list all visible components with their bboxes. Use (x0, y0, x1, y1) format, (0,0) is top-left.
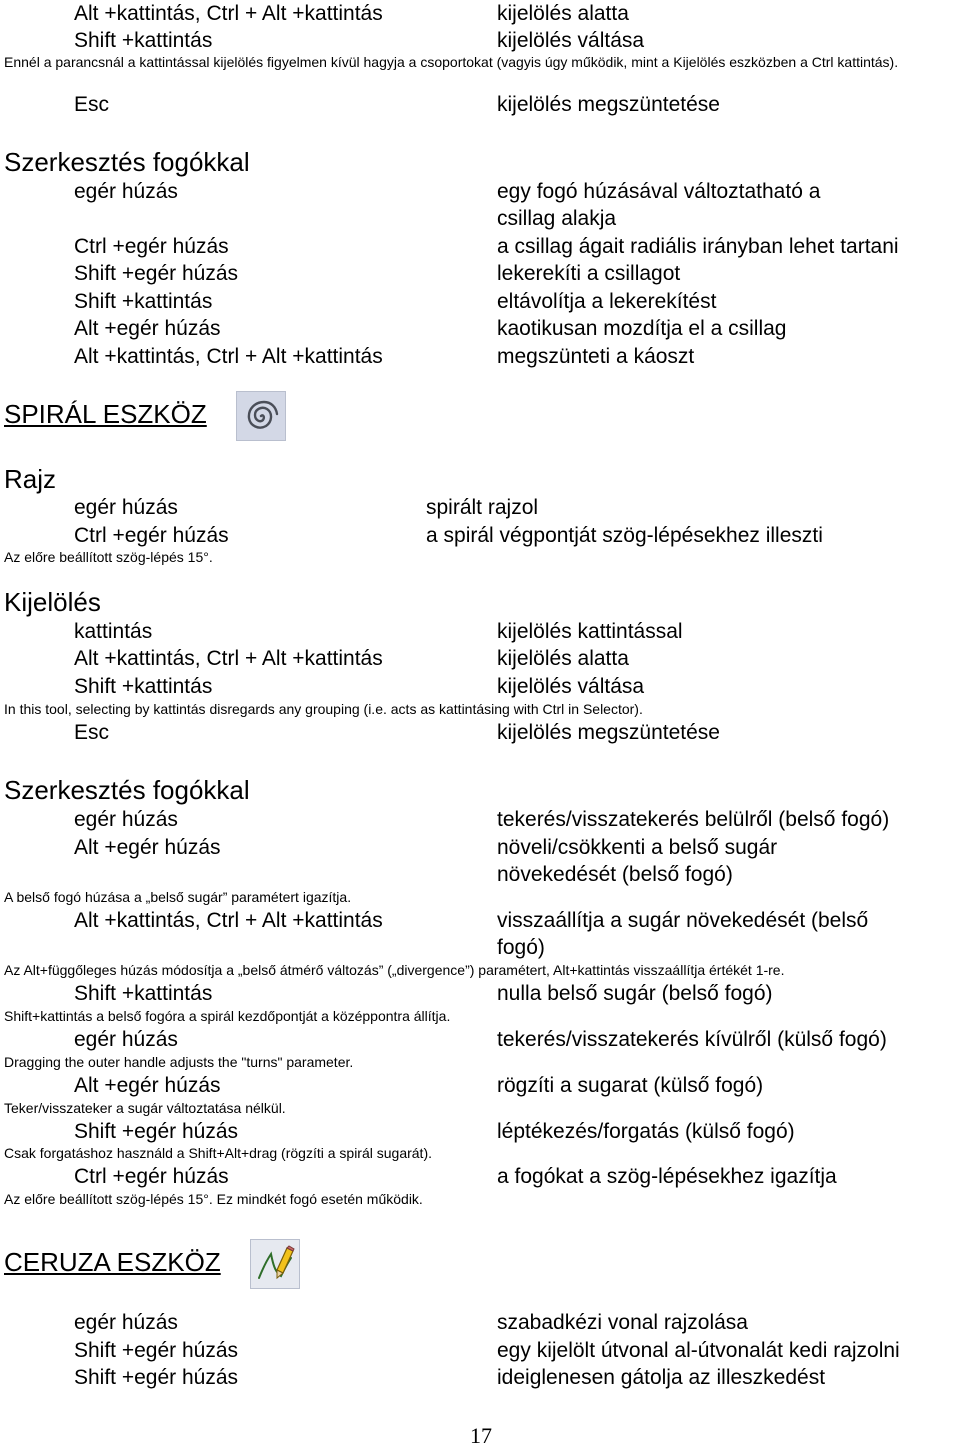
shortcut-key: Esc (74, 93, 110, 116)
shortcut-action: növeli/csökkenti a belső sugár (497, 836, 778, 859)
shortcut-row (0, 260, 960, 288)
shortcut-row (0, 343, 960, 371)
tool-title: CERUZA ESZKÖZ (4, 1247, 221, 1277)
shortcut-row (0, 618, 960, 646)
shortcut-key: Shift +egér húzás (74, 1339, 239, 1362)
shortcut-action: kijelölés megszüntetése (497, 721, 720, 744)
shortcut-row (0, 1364, 960, 1392)
shortcut-action: nulla belső sugár (belső fogó) (497, 982, 773, 1005)
section-heading: Szerkesztés fogókkal (4, 147, 250, 177)
shortcut-row (0, 980, 960, 1008)
note-text: A belső fogó húzása a „belső sugár” paramétert igazítja. (4, 889, 352, 905)
shortcut-row (0, 1118, 960, 1146)
shortcut-action: megszünteti a káoszt (497, 345, 695, 368)
shortcut-key: Shift +egér húzás (74, 1366, 239, 1389)
shortcut-key: Shift +kattintás (74, 675, 213, 698)
shortcut-key: Shift +kattintás (74, 290, 213, 313)
shortcut-key: Alt +kattintás, Ctrl + Alt +kattintás (74, 909, 383, 932)
note-text: Csak forgatáshoz használd a Shift+Alt+drag (rögzíti a spirál sugarát). (4, 1145, 432, 1161)
shortcut-action: egy fogó húzásával változtatható a (497, 180, 821, 203)
shortcut-action: a csillag ágait radiális irányban lehet tartani (497, 235, 899, 258)
shortcut-row (0, 1309, 960, 1337)
shortcut-key: Ctrl +egér húzás (74, 235, 229, 258)
shortcut-row (0, 834, 960, 862)
shortcut-row (0, 91, 960, 119)
shortcut-row (0, 494, 960, 522)
shortcut-key: Alt +kattintás, Ctrl + Alt +kattintás (74, 345, 383, 368)
shortcut-row (0, 673, 960, 701)
shortcut-action: szabadkézi vonal rajzolása (497, 1311, 748, 1334)
shortcut-key: Alt +egér húzás (74, 836, 221, 859)
shortcut-key: Alt +egér húzás (74, 317, 221, 340)
shortcut-row (0, 27, 960, 55)
shortcut-action: kijelölés váltása (497, 675, 645, 698)
shortcut-key: Shift +egér húzás (74, 262, 239, 285)
section-heading: Kijelölés (4, 587, 101, 617)
shortcut-action: kijelölés alatta (497, 647, 629, 670)
note-text: Teker/visszateker a sugár változtatása nélkül. (4, 1100, 286, 1116)
shortcut-action: spirált rajzol (426, 496, 539, 519)
note-text: Az előre beállított szög-lépés 15°. Ez mindkét fogó esetén működik. (4, 1191, 423, 1207)
spiral-icon (236, 391, 286, 441)
shortcut-action: növekedését (belső fogó) (497, 863, 733, 886)
shortcut-key: Alt +kattintás, Ctrl + Alt +kattintás (74, 647, 383, 670)
shortcut-row (0, 315, 960, 343)
shortcut-row (0, 861, 960, 889)
section-heading: Rajz (4, 464, 57, 494)
shortcut-action: visszaállítja a sugár növekedését (belső (497, 909, 869, 932)
shortcut-row (0, 719, 960, 747)
shortcut-row (0, 288, 960, 316)
shortcut-key: Shift +egér húzás (74, 1120, 239, 1143)
note-text: In this tool, selecting by kattintás disregards any grouping (i.e. acts as kattintásing with Ctrl in Selector). (4, 701, 643, 717)
shortcut-action: ideiglenesen gátolja az illeszkedést (497, 1366, 826, 1389)
shortcut-row (0, 1337, 960, 1365)
shortcut-key: egér húzás (74, 180, 178, 203)
note-text: Shift+kattintás a belső fogóra a spirál kezdőpontját a középpontra állítja. (4, 1008, 451, 1024)
shortcut-action: tekerés/visszatekerés belülről (belső fogó) (497, 808, 890, 831)
shortcut-row (0, 0, 960, 28)
shortcut-row (0, 907, 960, 935)
note-text: Ennél a parancsnál a kattintással kijelölés figyelmen kívül hagyja a csoportokat (vagyis úgy működik, mint a Kijelölés eszközben a Ctrl kattintás). (4, 54, 899, 70)
shortcut-row (0, 522, 960, 550)
shortcut-row (0, 1026, 960, 1054)
note-text: Az Alt+függőleges húzás módosítja a „belső átmérő változás” („divergence”) paramétert, Alt+kattintás visszaállítja értékét 1-re. (4, 962, 785, 978)
shortcut-row (0, 934, 960, 962)
shortcut-row (0, 1163, 960, 1191)
page-number: 17 (470, 1423, 492, 1448)
shortcut-key: Ctrl +egér húzás (74, 524, 229, 547)
shortcut-key: egér húzás (74, 496, 178, 519)
shortcut-action: kijelölés váltása (497, 29, 645, 52)
shortcut-key: egér húzás (74, 808, 178, 831)
shortcut-action: tekerés/visszatekerés kívülről (külső fogó) (497, 1028, 887, 1051)
shortcut-row (0, 645, 960, 673)
shortcut-row (0, 1072, 960, 1100)
shortcut-action: kijelölés alatta (497, 2, 629, 25)
shortcut-action: eltávolítja a lekerekítést (497, 290, 717, 313)
shortcut-row (0, 205, 960, 233)
shortcut-key: Esc (74, 721, 110, 744)
shortcut-key: egér húzás (74, 1311, 178, 1334)
note-text: Az előre beállított szög-lépés 15°. (4, 549, 213, 565)
shortcut-action: rögzíti a sugarat (külső fogó) (497, 1074, 764, 1097)
shortcut-key: Shift +kattintás (74, 982, 213, 1005)
shortcut-action: fogó) (497, 936, 545, 959)
shortcut-action: a spirál végpontját szög-lépésekhez illeszti (426, 524, 823, 547)
shortcut-action: lekerekíti a csillagot (497, 262, 681, 285)
shortcut-action: a fogókat a szög-lépésekhez igazítja (497, 1165, 837, 1188)
shortcut-action: csillag alakja (497, 207, 617, 230)
shortcut-key: Alt +kattintás, Ctrl + Alt +kattintás (74, 2, 383, 25)
shortcut-action: kijelölés megszüntetése (497, 93, 720, 116)
shortcut-action: kijelölés kattintással (497, 620, 683, 643)
shortcut-key: Alt +egér húzás (74, 1074, 221, 1097)
shortcut-key: Ctrl +egér húzás (74, 1165, 229, 1188)
shortcut-action: egy kijelölt útvonal al-útvonalát kedi rajzolni (497, 1339, 900, 1362)
shortcut-action: kaotikusan mozdítja el a csillag (497, 317, 787, 340)
shortcut-key: kattintás (74, 620, 153, 643)
shortcut-action: léptékezés/forgatás (külső fogó) (497, 1120, 795, 1143)
shortcut-row (0, 806, 960, 834)
pencil-icon (250, 1239, 300, 1289)
note-text: Dragging the outer handle adjusts the "turns" parameter. (4, 1054, 354, 1070)
shortcut-key: Shift +kattintás (74, 29, 213, 52)
tool-title: SPIRÁL ESZKÖZ (4, 399, 207, 429)
shortcut-row (0, 178, 960, 206)
shortcut-row (0, 233, 960, 261)
section-heading: Szerkesztés fogókkal (4, 775, 250, 805)
shortcut-key: egér húzás (74, 1028, 178, 1051)
